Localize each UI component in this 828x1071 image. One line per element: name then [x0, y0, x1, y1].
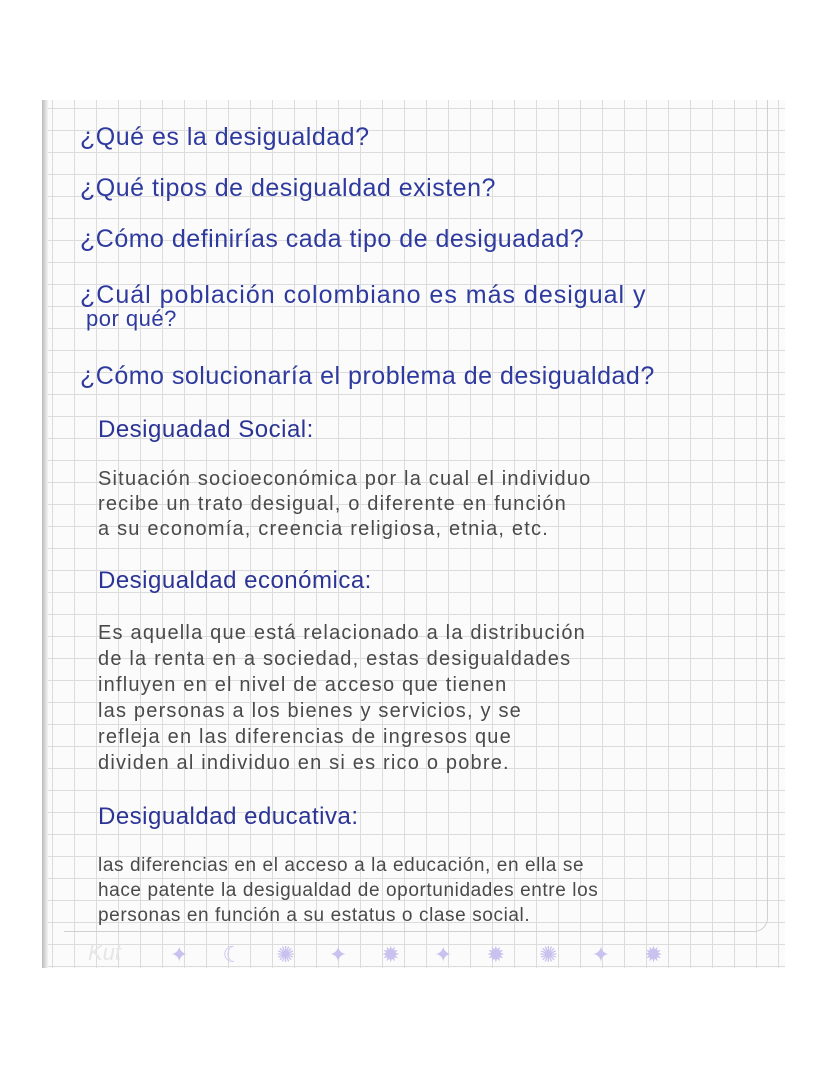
body-line: de la renta en a sociedad, estas desigualdades	[98, 648, 572, 670]
question-4-cont: por qué?	[86, 306, 177, 331]
question-3: ¿Cómo definirías cada tipo de desiguadad?	[80, 225, 585, 253]
question-4: ¿Cuál población colombiano es más desigual y	[80, 281, 647, 309]
heading-educativa: Desigualdad educativa:	[98, 803, 359, 830]
body-line: Es aquella que está relacionado a la distribución	[98, 622, 586, 644]
body-line: personas en función a su estatus o clase social.	[98, 905, 531, 926]
question-5: ¿Cómo solucionaría el problema de desigualdad?	[80, 362, 655, 390]
body-line: dividen al individuo en si es rico o pobre.	[98, 752, 510, 774]
body-line: hace patente la desigualdad de oportunidades entre los	[98, 880, 599, 901]
body-line: refleja en las diferencias de ingresos que	[98, 726, 512, 748]
body-line: las diferencias en el acceso a la educación, en ella se	[98, 855, 585, 876]
question-2: ¿Qué tipos de desigualdad existen?	[80, 174, 496, 202]
question-1: ¿Qué es la desigualdad?	[80, 123, 370, 151]
body-line: influyen en el nivel de acceso que tienen	[98, 674, 508, 696]
star-decoration-icon: ✦ ☾ ✺ ✦ ✹ ✦ ✹ ✺ ✦ ✹	[170, 942, 671, 967]
body-line: a su economía, creencia religiosa, etnia, etc.	[98, 518, 549, 540]
body-line: recibe un trato desigual, o diferente en función	[98, 493, 567, 515]
heading-economica: Desigualdad económica:	[98, 567, 372, 594]
heading-social: Desiguadad Social:	[98, 416, 314, 443]
body-line: Situación socioeconómica por la cual el individuo	[98, 468, 592, 490]
body-line: las personas a los bienes y servicios, y se	[98, 700, 522, 722]
brand-logo: Kut	[88, 940, 122, 965]
